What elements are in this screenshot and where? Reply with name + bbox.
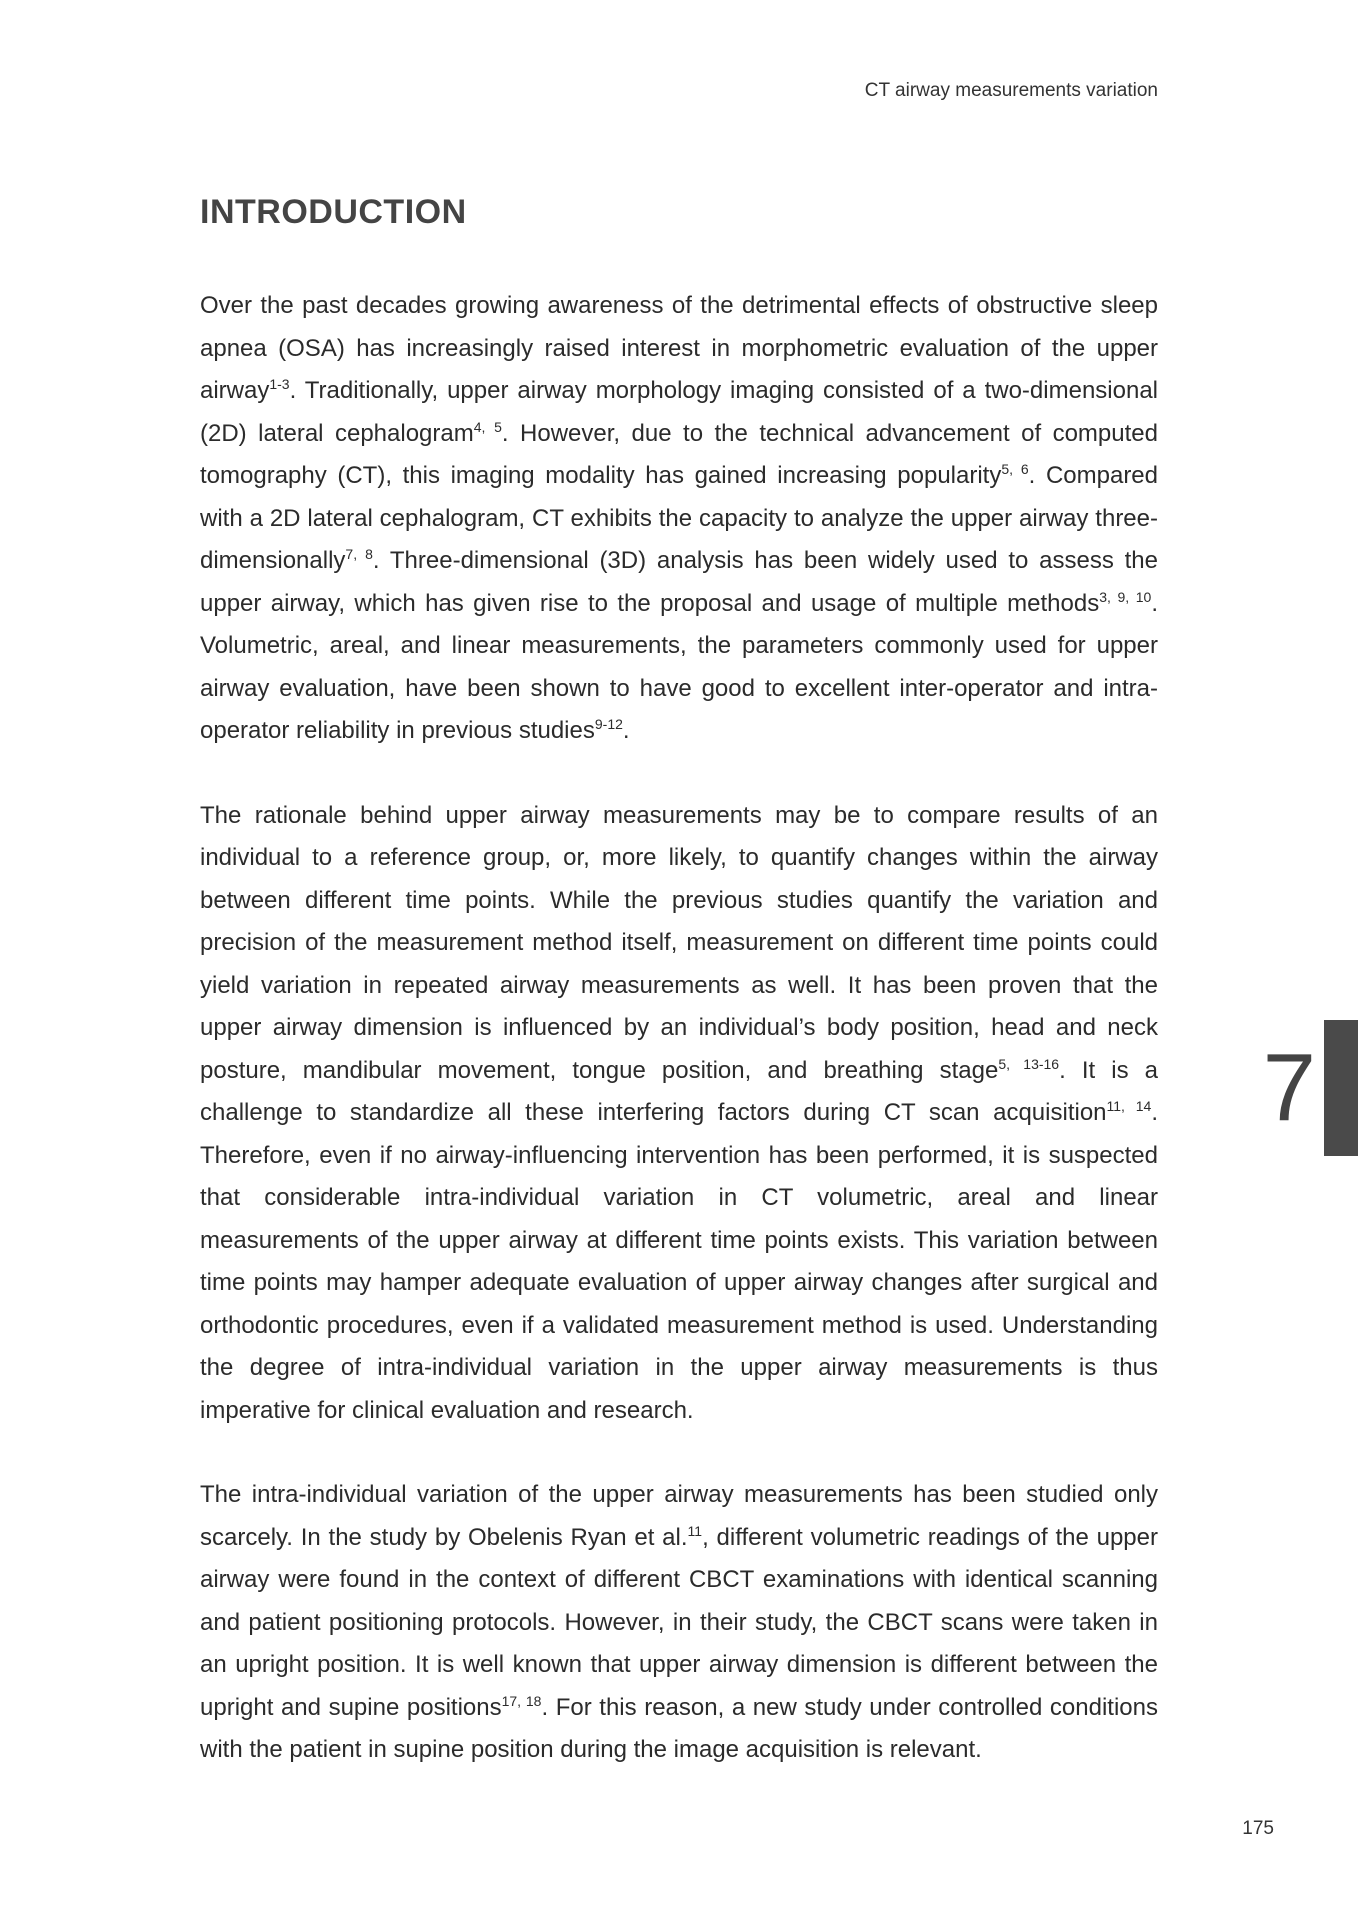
citation-superscript: 7, 8 <box>345 546 373 562</box>
citation-superscript: 5, 6 <box>1001 461 1029 477</box>
text-run: The intra-individual variation of the upper airway measurements has been studied only scarcely. In the study by Obelenis Ryan et al. <box>200 1481 1158 1551</box>
citation-superscript: 9-12 <box>594 716 623 732</box>
text-run: . For this reason, a new study under controlled conditions with the patient in supine position during the image acquisition is relevant. <box>200 1693 1158 1763</box>
paragraph-1 <box>200 285 1158 753</box>
text-run: . Volumetric, areal, and linear measurements, the parameters commonly used for upper airway evaluation, have been shown to have good to excellent inter-operator and intra-operator reliability in previous studies <box>200 589 1159 744</box>
page-number: 175 <box>1242 1818 1274 1839</box>
text-run: Over the past decades growing awareness of the detrimental effects of obstructive sleep apnea (OSA) has increasingly raised interest in morphometric evaluation of the upper airway <box>200 292 1158 404</box>
running-header: CT airway measurements variation <box>864 80 1158 101</box>
chapter-number: 7 <box>1262 1034 1316 1141</box>
section-heading: INTRODUCTION <box>200 193 467 231</box>
text-run: . <box>622 717 630 744</box>
paragraph-3 <box>200 1474 1158 1772</box>
citation-superscript: 3, 9, 10 <box>1099 588 1152 605</box>
citation-superscript: 11 <box>687 1522 703 1539</box>
text-run: . Three-dimensional (3D) analysis has been widely used to assess the upper airway, which has given rise to the proposal and usage of multiple methods <box>200 547 1158 617</box>
citation-superscript: 5, 13-16 <box>998 1055 1060 1072</box>
text-run: . Compared with a 2D lateral cephalogram, CT exhibits the capacity to analyze the upper airway three-dimensionally <box>200 462 1158 574</box>
citation-superscript: 4, 5 <box>473 418 502 435</box>
citation-superscript: 11, 14 <box>1106 1098 1152 1114</box>
text-run: . Traditionally, upper airway morphology imaging consisted of a two-dimensional (2D) lateral cephalogram <box>200 377 1158 447</box>
chapter-tab <box>1324 1020 1358 1156</box>
body-text <box>200 285 1158 1814</box>
citation-superscript: 1-3 <box>269 376 290 392</box>
text-run: The rationale behind upper airway measurements may be to compare results of an individual to a reference group, or, more likely, to quantify changes within the airway between different time points. While the previous studies quantify the variation and precision of the measurement method itself, measurement on different time points could yield variation in repeated airway measurements as well. It has been proven that the upper airway dimension is influenced by an individual’s body position, head and neck posture, mandibular movement, tongue position, and breathing stage <box>200 801 1158 1084</box>
text-run: . However, due to the technical advancement of computed tomography (CT), this imaging modality has gained increasing popularity <box>200 419 1158 489</box>
citation-superscript: 17, 18 <box>501 1692 542 1709</box>
paragraph-2 <box>200 795 1158 1433</box>
text-run: , different volumetric readings of the upper airway were found in the context of different CBCT examinations with identical scanning and patient positioning protocols. However, in their study, the CBCT scans were taken in an upright position. It is well known that upper airway dimension is different between the upright and supine positions <box>200 1523 1158 1721</box>
text-run: . It is a challenge to standardize all these interfering factors during CT scan acquisition <box>200 1056 1158 1126</box>
text-run: . Therefore, even if no airway-influencing intervention has been performed, it is suspected that considerable intra-individual variation in CT volumetric, areal and linear measurements of the upper airway at different time points exists. This variation between time points may hamper adequate evaluation of upper airway changes after surgical and orthodontic procedures, even if a validated measurement method is used. Understanding the degree of intra-individual variation in the upper airway measurements is thus imperative for clinical evaluation and research. <box>200 1099 1158 1424</box>
